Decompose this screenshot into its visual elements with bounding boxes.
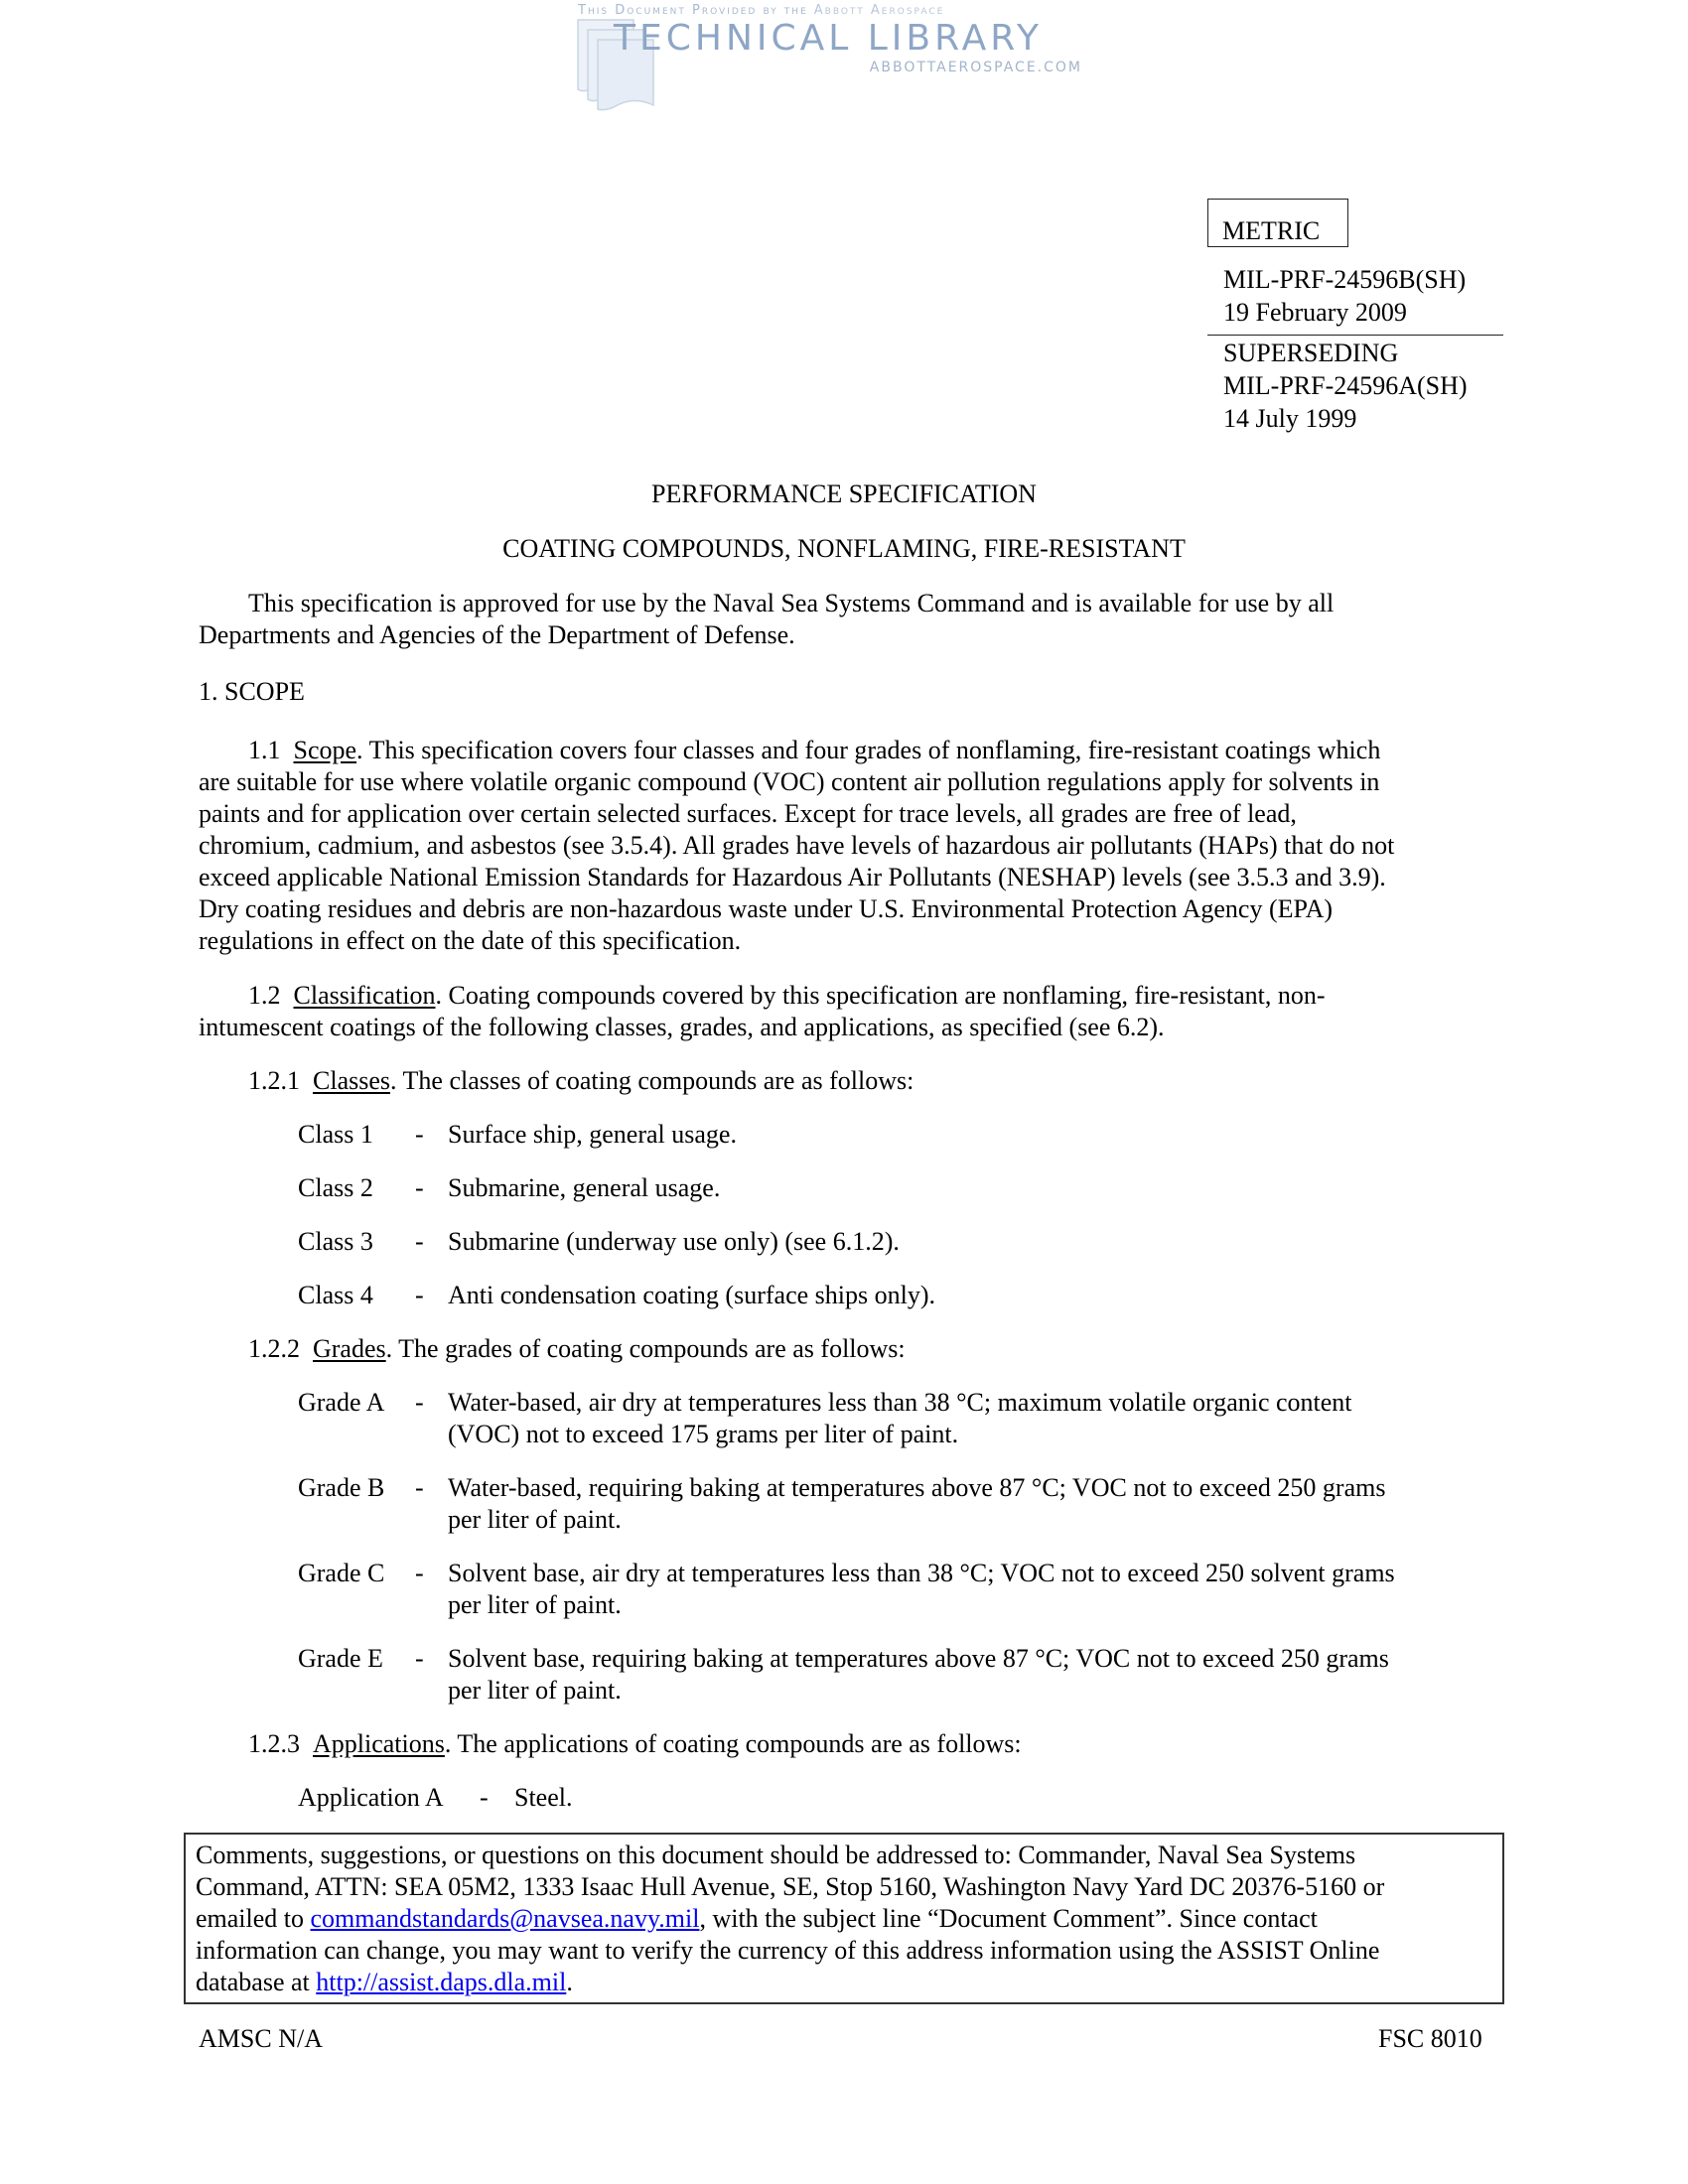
application-description: Steel. — [514, 1783, 573, 1812]
application-label: Application A — [298, 1783, 444, 1812]
grade-label: Grade C — [298, 1559, 385, 1587]
paragraph-title: Scope — [293, 736, 357, 764]
class-dash: - — [415, 1173, 424, 1202]
watermark-brand: Abbott Aerospace — [813, 3, 945, 18]
scope-line: paints and for application over certain selected surfaces. Except for trace levels, all grades are free of lead, — [199, 799, 1297, 828]
class-description: Surface ship, general usage. — [448, 1120, 737, 1149]
section-heading-scope: 1. SCOPE — [199, 677, 305, 706]
grade-dash: - — [415, 1473, 424, 1502]
amsc-code: AMSC N/A — [199, 2024, 323, 2053]
classification-paragraph-first-line — [248, 980, 1326, 1012]
comments-text: , with the subject line “Document Comment”. Since contact — [699, 1904, 1318, 1933]
grade-description: Water-based, requiring baking at temperatures above 87 °C; VOC not to exceed 250 grams — [448, 1473, 1386, 1502]
grade-dash: - — [415, 1388, 424, 1417]
paragraph-title: Grades — [313, 1334, 386, 1363]
class-description: Submarine, general usage. — [448, 1173, 721, 1202]
superseded-doc-date: 14 July 1999 — [1223, 404, 1357, 433]
comments-text: database at — [196, 1968, 317, 1996]
superseding-label: SUPERSEDING — [1223, 339, 1399, 367]
paragraph-number: 1.1 — [248, 736, 281, 764]
comments-line: Comments, suggestions, or questions on this document should be addressed to: Commander, Naval Sea Systems — [196, 1841, 1356, 1869]
comments-line — [196, 1967, 573, 1998]
intro-line: Departments and Agencies of the Department of Defense. — [199, 620, 795, 649]
grade-description-cont: per liter of paint. — [448, 1505, 622, 1534]
superseded-doc-number: MIL-PRF-24596A(SH) — [1223, 371, 1468, 400]
scope-line: Dry coating residues and debris are non-hazardous waste under U.S. Environmental Protection Agency (EPA) — [199, 894, 1334, 923]
applications-paragraph — [248, 1728, 1022, 1760]
paragraph-title: Applications — [313, 1729, 445, 1758]
doc-number: MIL-PRF-24596B(SH) — [1223, 265, 1467, 294]
paragraph-number: 1.2.2 — [248, 1334, 300, 1363]
comments-text: emailed to — [196, 1904, 311, 1933]
scope-paragraph-first-line — [248, 735, 1380, 766]
watermark-provided-by: This Document Provided by the Abbott Aerospace — [578, 3, 945, 18]
intro-line: This specification is approved for use by the Naval Sea Systems Command and is available for use by all — [248, 589, 1335, 617]
grade-description-cont: (VOC) not to exceed 175 grams per liter of paint. — [448, 1420, 959, 1448]
classes-paragraph — [248, 1065, 914, 1097]
paragraph-text: . The applications of coating compounds are as follows: — [444, 1729, 1022, 1758]
class-label: Class 4 — [298, 1281, 373, 1309]
comments-text: . — [566, 1968, 573, 1996]
scope-line: are suitable for use where volatile organic compound (VOC) content air pollution regulations apply for solvents in — [199, 767, 1380, 796]
watermark-url: ABBOTTAEROSPACE.COM — [869, 60, 1082, 75]
email-link[interactable]: commandstandards@navsea.navy.mil — [310, 1904, 700, 1933]
scope-line: exceed applicable National Emission Standards for Hazardous Air Pollutants (NESHAP) levels (see 3.5.3 and 3.9). — [199, 863, 1386, 891]
class-dash: - — [415, 1120, 424, 1149]
assist-url-link[interactable]: http://assist.daps.dla.mil — [316, 1968, 567, 1996]
doc-date: 19 February 2009 — [1223, 298, 1407, 327]
comments-line: Command, ATTN: SEA 05M2, 1333 Isaac Hull Avenue, SE, Stop 5160, Washington Navy Yard DC 20376-5160 or — [196, 1872, 1385, 1901]
grade-description: Water-based, air dry at temperatures less than 38 °C; maximum volatile organic content — [448, 1388, 1352, 1417]
spec-subject-title: COATING COMPOUNDS, NONFLAMING, FIRE-RESISTANT — [502, 534, 1186, 563]
grade-description-cont: per liter of paint. — [448, 1590, 622, 1619]
comments-line: information can change, you may want to verify the currency of this address information using the ASSIST Online — [196, 1936, 1380, 1965]
grade-description-cont: per liter of paint. — [448, 1676, 622, 1705]
application-dash: - — [480, 1783, 489, 1812]
paragraph-number: 1.2.3 — [248, 1729, 300, 1758]
scope-line: chromium, cadmium, and asbestos (see 3.5.4). All grades have levels of hazardous air pollutants (HAPs) that do not — [199, 831, 1395, 860]
paragraph-text: . The classes of coating compounds are as follows: — [390, 1066, 914, 1095]
grade-label: Grade A — [298, 1388, 385, 1417]
class-dash: - — [415, 1281, 424, 1309]
grade-description: Solvent base, requiring baking at temperatures above 87 °C; VOC not to exceed 250 grams — [448, 1644, 1389, 1673]
classification-line: intumescent coatings of the following classes, grades, and applications, as specified (see 6.2). — [199, 1013, 1165, 1041]
watermark-title: TECHNICAL LIBRARY — [614, 18, 1044, 59]
grade-label: Grade B — [298, 1473, 385, 1502]
scope-line: regulations in effect on the date of this specification. — [199, 926, 742, 955]
class-label: Class 1 — [298, 1120, 373, 1149]
class-dash: - — [415, 1227, 424, 1256]
paragraph-title: Classes — [313, 1066, 390, 1095]
header-divider — [1207, 335, 1503, 336]
comments-box — [184, 1833, 1504, 2004]
fsc-code: FSC 8010 — [1378, 2024, 1482, 2053]
paragraph-number: 1.2 — [248, 981, 281, 1010]
class-description: Submarine (underway use only) (see 6.1.2). — [448, 1227, 900, 1256]
comments-line — [196, 1903, 1318, 1935]
metric-label: METRIC — [1222, 216, 1321, 245]
grade-dash: - — [415, 1644, 424, 1673]
grades-paragraph — [248, 1333, 906, 1365]
grade-description: Solvent base, air dry at temperatures less than 38 °C; VOC not to exceed 250 solvent grams — [448, 1559, 1395, 1587]
grade-label: Grade E — [298, 1644, 383, 1673]
metric-box — [1207, 199, 1348, 247]
paragraph-text: . The grades of coating compounds are as follows: — [385, 1334, 906, 1363]
paragraph-title: Classification — [293, 981, 436, 1010]
class-description: Anti condensation coating (surface ships only). — [448, 1281, 935, 1309]
spec-type-title: PERFORMANCE SPECIFICATION — [651, 479, 1037, 508]
grade-dash: - — [415, 1559, 424, 1587]
paragraph-text: . Coating compounds covered by this specification are nonflaming, fire-resistant, non- — [435, 981, 1326, 1010]
watermark — [574, 0, 1090, 114]
paragraph-number: 1.2.1 — [248, 1066, 300, 1095]
paragraph-text: . This specification covers four classes and four grades of nonflaming, fire-resistant coatings which — [356, 736, 1381, 764]
class-label: Class 2 — [298, 1173, 373, 1202]
class-label: Class 3 — [298, 1227, 373, 1256]
